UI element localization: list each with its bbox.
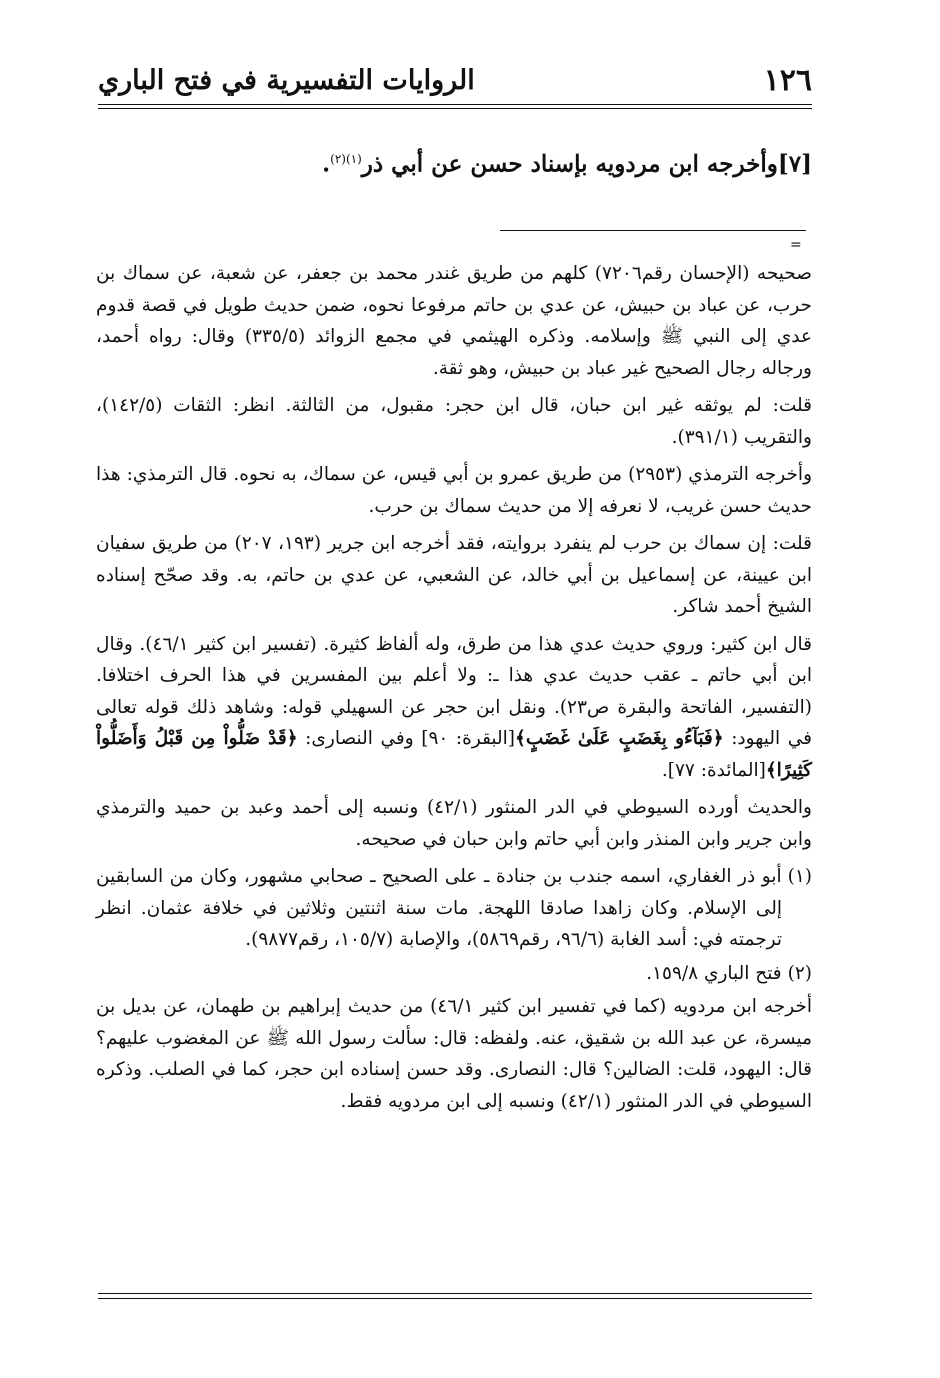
footnote-separator <box>500 230 806 231</box>
footnote-2-number: (٢) <box>787 962 812 984</box>
footnotes-section <box>96 258 812 1123</box>
reference-tag: [٧] <box>777 150 812 178</box>
footnote-1-number: (١) <box>787 866 812 887</box>
footnote-paragraph-2: قلت: لم يوثقه غير ابن حبان، قال ابن حجر: مقبول، من الثالثة. انظر: الثقات (١٤٢/٥)، والتقريب (٣٩١/١). <box>96 395 812 448</box>
page-number: ١٢٦ <box>763 62 812 98</box>
footnote-paragraph-5 <box>96 629 812 787</box>
page-header <box>98 58 812 102</box>
paragraph-5-part-c: [المائدة: ٧٧]. <box>661 759 766 781</box>
footnote-1-text: أبو ذر الغفاري، اسمه جندب بن جنادة ـ على الصحيح ـ صحابي مشهور، وكان من السابقين إلى الإسلام. وكان زاهدا صادقا اللهجة. مات سنة اثنتين وثلاثين في خلافة عثمان. انظر ترجمته في: أسد الغابة (٩٦/٦، رقم٥٨٦٩)، والإصابة (١٠٥/٧، رقم٩٨٧٧). <box>96 866 782 950</box>
header-rule-top <box>98 104 812 105</box>
footnote-2-text: فتح الباري ١٥٩/٨. <box>646 962 782 984</box>
header-rule-bottom <box>98 108 812 109</box>
footnote-markers: (١)(٢) <box>330 152 362 166</box>
bottom-rule-bottom <box>98 1298 812 1299</box>
main-sentence-end: . <box>322 150 331 178</box>
footnote-paragraph-1: صحيحه (الإحسان رقم٧٢٠٦) كلهم من طريق غندر محمد بن جعفر، عن شعبة، عن سماك بن حرب، عن عباد بن حبيش، عن عدي بن حاتم مرفوعا نحوه، ضمن حديث طويل في قصة قدوم عدي إلى النبي ﷺ وإسلامه. وذكره الهيثمي في مجمع الزوائد (٣٣٥/٥) وقال: رواه أحمد، ورجاله رجال الصحيح غير عباد بن حبيش، وهو ثقة. <box>96 263 812 379</box>
footnote-1 <box>96 861 812 956</box>
footnote-paragraph-4: قلت: إن سماك بن حرب لم ينفرد بروايته، فقد أخرجه ابن جرير (١٩٣، ٢٠٧) من طريق سفيان ابن عيينة، عن إسماعيل بن أبي خالد، عن الشعبي، عن عدي بن حاتم، به. وقد صحّح إسناده الشيخ أحمد شاكر. <box>96 533 812 617</box>
footnote-paragraph-7: أخرجه ابن مردويه (كما في تفسير ابن كثير ٤٦/١) من حديث إبراهيم بن طهمان، عن بديل بن ميسرة، عن عبد الله بن شقيق، عنه. ولفظه: قال: سألت رسول الله ﷺ عن المغضوب عليهم؟ قال: اليهود، قلت: الضالين؟ قال: النصارى. وقد حسن إسناده ابن حجر، كما في الصلب. وذكره السيوطي في الدر المنثور (٤٢/١) ونسبه إلى ابن مردويه فقط. <box>96 996 812 1112</box>
quran-verse-2: ﴿قَدْ ضَلُّواْ مِن قَبْلُ وَأَضَلُّواْ كَثِيرًا﴾ <box>96 728 812 781</box>
running-title: الروايات التفسيرية في فتح الباري <box>98 64 475 96</box>
quran-verse-1: ﴿فَبَآءُو بِغَضَبٍ عَلَىٰ غَضَبٍ﴾ <box>515 728 724 749</box>
bottom-rule-top <box>98 1293 812 1294</box>
main-text <box>212 136 812 188</box>
main-sentence: وأخرجه ابن مردويه بإسناد حسن عن أبي ذر <box>361 150 778 178</box>
continuation-mark: = <box>790 237 802 253</box>
paragraph-5-part-b: [البقرة: ٩٠] وفي النصارى: <box>305 728 516 749</box>
footnote-paragraph-3: وأخرجه الترمذي (٢٩٥٣) من طريق عمرو بن أبي قيس، عن سماك، به نحوه. قال الترمذي: هذا حديث حسن غريب، لا نعرفه إلا من حديث سماك بن حرب. <box>96 464 813 517</box>
footnote-2 <box>96 958 812 990</box>
footnote-paragraph-6: والحديث أورده السيوطي في الدر المنثور (٤٢/١) ونسبه إلى أحمد وعبد بن حميد والترمذي وابن جرير وابن المنذر وابن أبي حاتم وابن حبان في صحيحه. <box>96 797 812 850</box>
paragraph-5-part-a: قال ابن كثير: وروي حديث عدي هذا من طرق، وله ألفاظ كثيرة. (تفسير ابن كثير ٤٦/١). وقال ابن أبي حاتم ـ عقب حديث عدي هذا ـ: ولا أعلم بين المفسرين في هذا الحرف اختلافا. (التفسير، الفاتحة والبقرة ص٢٣). ونقل ابن حجر عن السهيلي قوله: وشاهد ذلك قوله تعالى في اليهود: <box>96 633 813 749</box>
